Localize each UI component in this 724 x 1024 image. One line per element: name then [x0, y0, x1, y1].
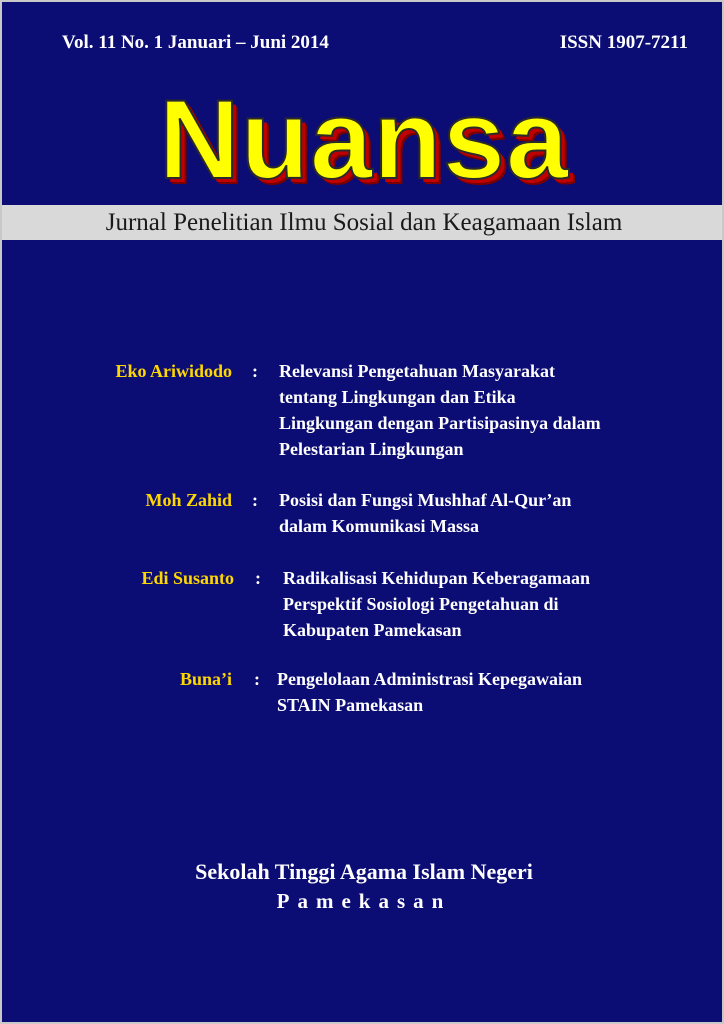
article-title-line: Posisi dan Fungsi Mushhaf Al-Qur’an: [279, 490, 572, 510]
article-title-line: Kabupaten Pamekasan: [283, 620, 462, 640]
issn-label: ISSN 1907-7211: [559, 32, 688, 53]
article-item: [2, 487, 724, 543]
publisher-city: Pamekasan: [276, 889, 452, 913]
article-separator: :: [254, 669, 260, 689]
article-separator: :: [255, 568, 261, 588]
article-title: [283, 565, 590, 643]
article-title: [277, 666, 582, 718]
journal-subtitle: Jurnal Penelitian Ilmu Sosial dan Keagamaan Islam: [105, 209, 623, 236]
article-author: Eko Ariwidodo: [115, 361, 232, 381]
article-title-line: Relevansi Pengetahuan Masyarakat: [279, 361, 555, 381]
volume-issue-label: Vol. 11 No. 1 Januari – Juni 2014: [62, 32, 329, 53]
article-separator: :: [252, 361, 258, 381]
article-title-line: STAIN Pamekasan: [277, 695, 424, 715]
article-author: Edi Susanto: [141, 568, 234, 588]
article-title-line: Radikalisasi Kehidupan Keberagamaan: [283, 568, 591, 588]
article-title: [279, 487, 571, 539]
article-title-line: tentang Lingkungan dan Etika: [279, 387, 516, 407]
publisher-institution: Sekolah Tinggi Agama Islam Negeri: [195, 859, 533, 884]
article-title-line: dalam Komunikasi Massa: [279, 516, 480, 536]
article-title-line: Lingkungan dengan Partisipasinya dalam: [279, 413, 601, 433]
article-separator: :: [252, 490, 258, 510]
article-item: [2, 358, 724, 468]
article-item: [2, 666, 724, 722]
journal-title: Nuansa: [158, 77, 570, 202]
article-item: [2, 565, 724, 647]
article-title-line: Pelestarian Lingkungan: [279, 439, 464, 459]
article-author: Moh Zahid: [145, 490, 232, 510]
article-author: Buna’i: [179, 669, 232, 689]
article-title: [279, 358, 601, 462]
article-title-line: Perspektif Sosiologi Pengetahuan di: [283, 594, 559, 614]
article-title-line: Pengelolaan Administrasi Kepegawaian: [277, 669, 583, 689]
